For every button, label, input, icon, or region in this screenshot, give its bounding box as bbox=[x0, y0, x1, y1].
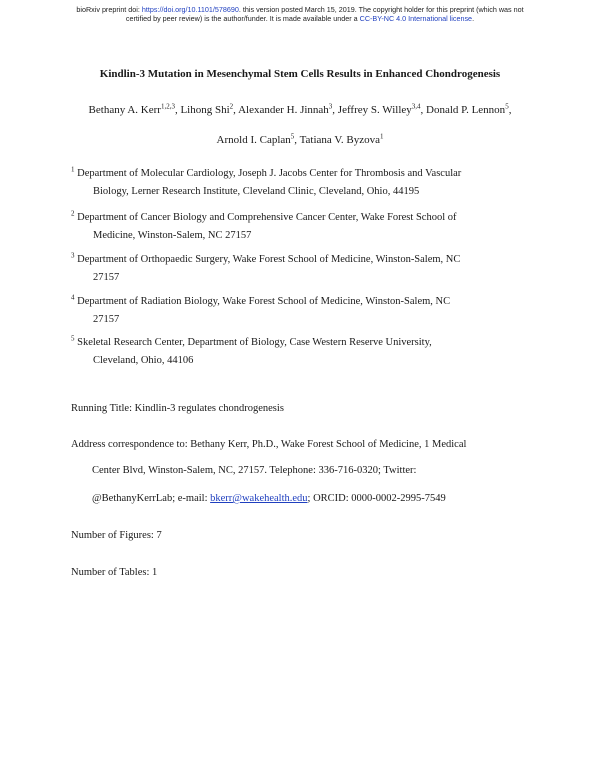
author-separator: , bbox=[332, 104, 338, 116]
paper-title: Kindlin-3 Mutation in Mesenchymal Stem Cells Results in Enhanced Chondrogenesis bbox=[99, 68, 501, 80]
affiliation-text: Department of Orthopaedic Surgery, Wake Forest School of Medicine, Winston-Salem, NC bbox=[77, 254, 461, 265]
author-affil-sup: 2 bbox=[229, 102, 234, 111]
correspondence-line-1: Address correspondence to: Bethany Kerr, Ph.D., Wake Forest School of Medicine, 1 Medical bbox=[71, 439, 467, 450]
author-name: Tatiana V. Byzova bbox=[299, 134, 380, 146]
author-name: Arnold I. Caplan bbox=[216, 134, 291, 146]
running-title: Running Title: Kindlin-3 regulates chondrogenesis bbox=[71, 403, 284, 414]
affiliation-3 bbox=[71, 251, 531, 287]
email-link[interactable]: bkerr@wakehealth.edu bbox=[210, 493, 308, 504]
author-affil-sup: 5 bbox=[290, 132, 295, 141]
author-name: Lihong Shi bbox=[180, 104, 230, 116]
affiliation-5 bbox=[71, 334, 531, 370]
affiliation-2 bbox=[71, 209, 531, 245]
author-affil-sup: 3,4 bbox=[411, 102, 421, 111]
affiliation-text: Department of Molecular Cardiology, Joseph J. Jacobs Center for Thrombosis and Vascular bbox=[77, 168, 462, 179]
affiliation-text-cont: Medicine, Winston-Salem, NC 27157 bbox=[93, 230, 252, 241]
affiliation-number: 4 bbox=[71, 293, 75, 302]
affiliation-text-cont: 27157 bbox=[93, 314, 120, 325]
affiliation-number: 2 bbox=[71, 209, 75, 218]
affiliation-text-cont: Cleveland, Ohio, 44106 bbox=[93, 355, 194, 366]
author-name: Jeffrey S. Willey bbox=[337, 104, 412, 116]
number-of-figures: Number of Figures: 7 bbox=[71, 530, 162, 541]
preprint-notice-line1 bbox=[0, 5, 600, 14]
affiliation-text-cont: 27157 bbox=[93, 272, 120, 283]
correspondence-orcid: ; ORCID: 0000-0002-2995-7549 bbox=[307, 493, 446, 504]
affiliation-number: 1 bbox=[71, 165, 75, 174]
author-name: Alexander H. Jinnah bbox=[238, 104, 329, 116]
preprint-prefix: bioRxiv preprint doi: bbox=[76, 5, 142, 14]
author-separator: , bbox=[294, 134, 300, 146]
author-name: Bethany A. Kerr bbox=[88, 104, 161, 116]
author-separator: , bbox=[420, 104, 427, 116]
correspondence-twitter: @BethanyKerrLab; e-mail: bbox=[92, 493, 211, 504]
license-prefix: certified by peer review) is the author/funder. It is made available under a bbox=[125, 14, 360, 23]
affiliation-text: Department of Cancer Biology and Comprehensive Cancer Center, Wake Forest School of bbox=[77, 212, 457, 223]
license-suffix: . bbox=[472, 14, 475, 23]
author-affil-sup: 5 bbox=[505, 102, 509, 111]
affiliation-text-cont: Biology, Lerner Research Institute, Cleveland Clinic, Cleveland, Ohio, 44195 bbox=[93, 186, 420, 197]
affiliation-text: Department of Radiation Biology, Wake Forest School of Medicine, Winston-Salem, NC bbox=[77, 296, 451, 307]
license-link[interactable]: CC-BY-NC 4.0 International license bbox=[359, 14, 473, 23]
author-affil-sup: 1,2,3 bbox=[160, 102, 175, 111]
author-affil-sup: 1 bbox=[379, 132, 384, 141]
affiliation-1 bbox=[71, 165, 531, 201]
preprint-suffix: . this version posted March 15, 2019. The copyright holder for this preprint (which was not bbox=[238, 5, 524, 14]
author-name: Donald P. Lennon bbox=[426, 104, 506, 116]
preprint-notice bbox=[0, 5, 600, 23]
affiliation-text: Skeletal Research Center, Department of Biology, Case Western Reserve University, bbox=[77, 337, 432, 348]
author-affil-sup: 3 bbox=[328, 102, 333, 111]
affiliation-4 bbox=[71, 293, 531, 329]
author-separator: , bbox=[508, 104, 512, 116]
affiliation-number: 5 bbox=[71, 334, 75, 343]
authors-line-1 bbox=[0, 104, 600, 116]
doi-link[interactable]: https://doi.org/10.1101/578690 bbox=[141, 5, 239, 14]
preprint-notice-line2 bbox=[0, 14, 600, 23]
author-separator: , bbox=[233, 104, 239, 116]
author-separator: , bbox=[174, 104, 181, 116]
number-of-tables: Number of Tables: 1 bbox=[71, 567, 158, 578]
authors-line-2 bbox=[0, 134, 600, 146]
correspondence-line-2: Center Blvd, Winston-Salem, NC, 27157. Telephone: 336-716-0320; Twitter: bbox=[92, 465, 417, 476]
affiliation-number: 3 bbox=[71, 251, 75, 260]
correspondence-line-3 bbox=[92, 493, 446, 504]
